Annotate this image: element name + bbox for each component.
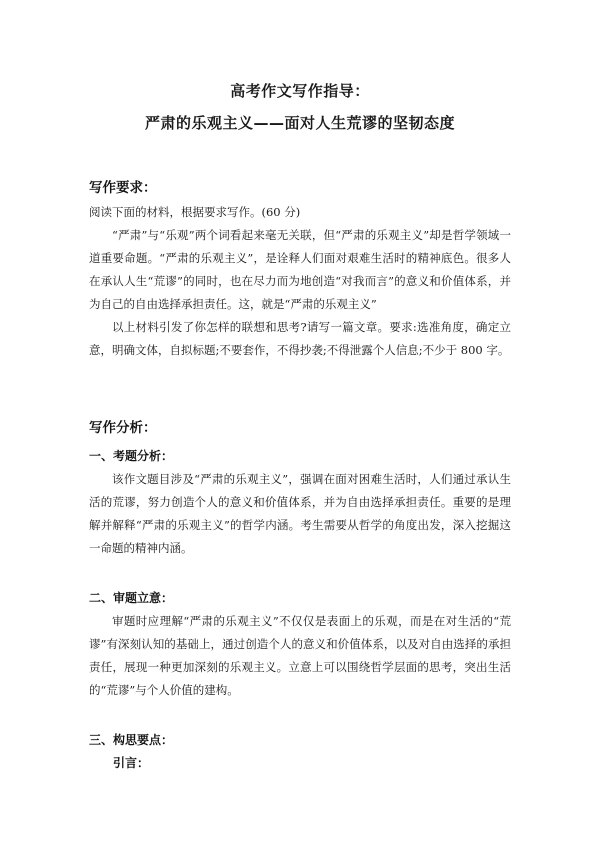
- section3-subheading: 引言：: [113, 756, 150, 770]
- document-subtitle: 严肃的乐观主义——面对人生荒谬的坚韧态度: [144, 114, 455, 132]
- requirements-intro: 阅读下面的材料，根据要求写作。(60 分): [89, 205, 301, 219]
- material-paragraph: “严肃”与“乐观”两个词看起来毫无关联，但“严肃的乐观主义”却是哲学领域一道重要命题。“严肃的乐观主义”，是诠释人们面对艰难生活时的精神底色。很多人在承认人生“荒谬”的同时，也在尽力而为地创造“对我而言”的意义和价值体系，并为自己的自由选择承担责任。这，就是“严肃的乐观主义”: [89, 228, 511, 311]
- section3-heading: 三、构思要点：: [89, 733, 174, 747]
- section2-body: 审题时应理解“严肃的乐观主义”不仅仅是表面上的乐观，而是在对生活的“荒谬”有深刻认知的基础上，通过创造个人的意义和价值体系，以及对自由选择的承担责任，展现一种更加深刻的乐观主义。立意上可以围绕哲学层面的思考，突出生活的“荒谬”与个人价值的建构。: [89, 614, 511, 697]
- task-paragraph: 以上材料引发了你怎样的联想和思考?请写一篇文章。要求:选准角度，确定立意，明确文体，自拟标题;不要套作，不得抄袭;不得泄露个人信息;不少于 800 字。: [89, 320, 511, 357]
- analysis-heading: 写作分析：: [89, 420, 157, 436]
- requirements-heading: 写作要求：: [89, 180, 157, 196]
- section2-heading: 二、审题立意：: [89, 591, 174, 605]
- document-title: 高考作文写作指导：: [230, 82, 370, 100]
- section1-heading: 一、考题分析：: [89, 449, 174, 463]
- section1-body: 该作文题目涉及“严肃的乐观主义”，强调在面对困难生活时，人们通过承认生活的荒谬，努力创造个人的意义和价值体系，并为自由选择承担责任。重要的是理解并解释“严肃的乐观主义”的哲学内涵。考生需要从哲学的角度出发，深入挖掘这一命题的精神内涵。: [89, 472, 511, 555]
